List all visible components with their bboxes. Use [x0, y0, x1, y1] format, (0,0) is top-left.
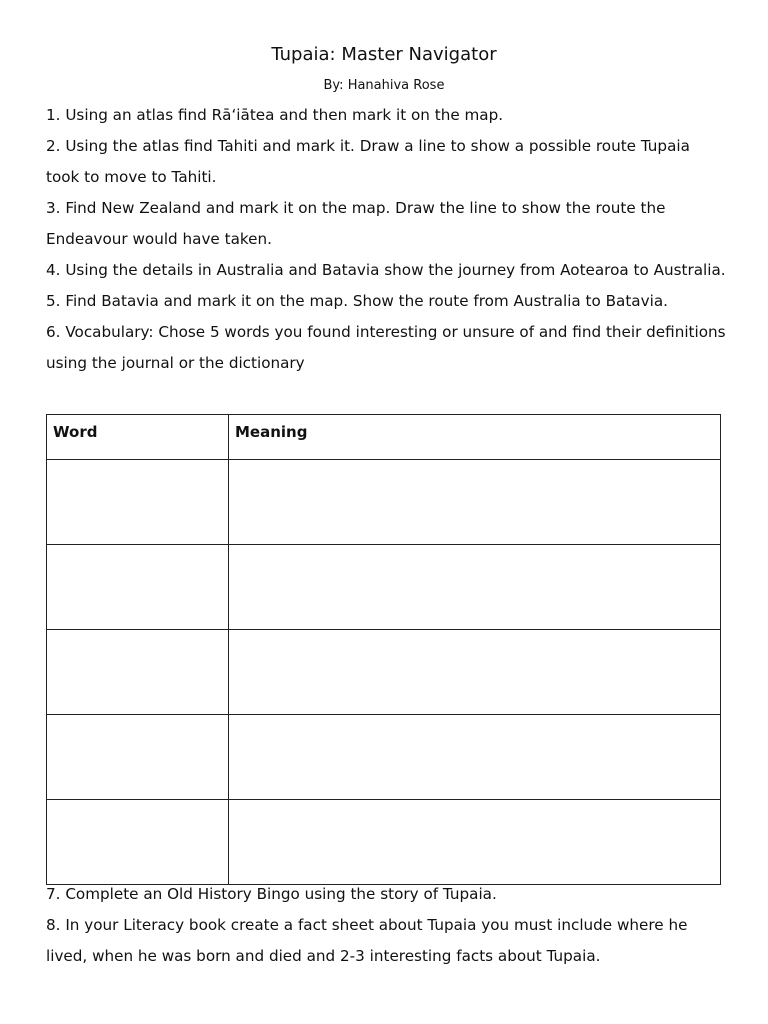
instruction-7: 7. Complete an Old History Bingo using the story of Tupaia. — [46, 885, 497, 903]
meaning-cell[interactable] — [229, 630, 721, 715]
instructions-list — [46, 100, 726, 379]
instruction-1: 1. Using an atlas find Rāʻiātea and then mark it on the map. — [46, 106, 504, 124]
meaning-cell[interactable] — [229, 715, 721, 800]
meaning-cell[interactable] — [229, 460, 721, 545]
instruction-4: 4. Using the details in Australia and Batavia show the journey from Aotearoa to Australia. — [46, 261, 726, 279]
table-row — [47, 545, 721, 630]
column-header-meaning: Meaning — [229, 415, 721, 460]
table-row — [47, 460, 721, 545]
instruction-3: 3. Find New Zealand and mark it on the map. Draw the line to show the route the Endeavour would have taken. — [46, 199, 666, 248]
instruction-8: 8. In your Literacy book create a fact sheet about Tupaia you must include where he lived, when he was born and died and 2-3 interesting facts about Tupaia. — [46, 916, 688, 965]
table-row — [47, 630, 721, 715]
table-row — [47, 715, 721, 800]
column-header-word: Word — [47, 415, 229, 460]
instruction-5: 5. Find Batavia and mark it on the map. Show the route from Australia to Batavia. — [46, 292, 668, 310]
follow-up-instructions — [46, 879, 726, 972]
word-cell[interactable] — [47, 460, 229, 545]
word-cell[interactable] — [47, 715, 229, 800]
meaning-cell[interactable] — [229, 800, 721, 885]
word-cell[interactable] — [47, 630, 229, 715]
worksheet-author: By: Hanahiva Rose — [323, 78, 445, 93]
instruction-2: 2. Using the atlas find Tahiti and mark it. Draw a line to show a possible route Tupaia took to move to Tahiti. — [46, 137, 690, 186]
vocabulary-table — [46, 414, 721, 885]
worksheet-title: Tupaia: Master Navigator — [271, 44, 497, 65]
word-cell[interactable] — [47, 545, 229, 630]
instruction-6: 6. Vocabulary: Chose 5 words you found interesting or unsure of and find their definitions using the journal or the dictionary — [46, 323, 726, 372]
vocabulary-header-row — [47, 415, 721, 460]
word-cell[interactable] — [47, 800, 229, 885]
meaning-cell[interactable] — [229, 545, 721, 630]
table-row — [47, 800, 721, 885]
